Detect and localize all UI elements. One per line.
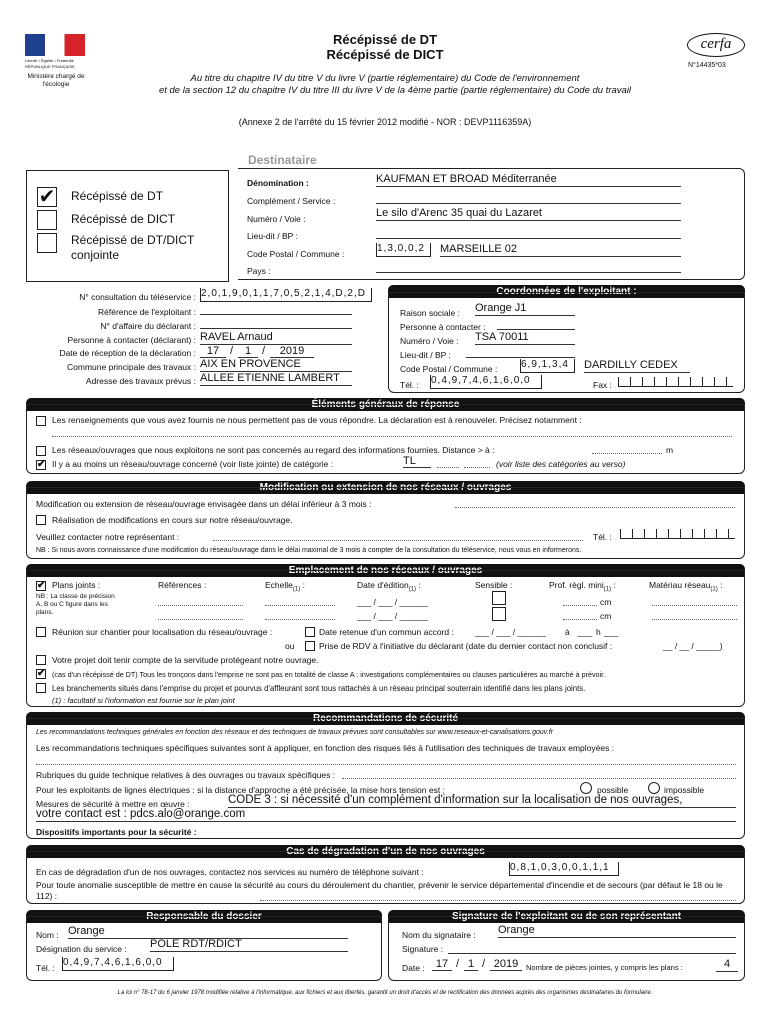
label-dt: Récépissé de DT	[71, 189, 164, 203]
legal-subtitle-2: et de la section 12 du chapitre IV du titre III du livre V de la 4ème partie (partie réglementaire) du Code du travail	[158, 85, 632, 96]
profondeur-label: Prof. règl. mini$_{(1)}$ :	[549, 580, 616, 593]
complement-label: Complément / Service :	[247, 196, 336, 206]
raison-sociale-field[interactable]: Orange J1	[475, 302, 575, 316]
security-general-label: Les recommandations techniques générales en fonction des réseaux et des techniques de travaux prévues sont consultables sur www.reseaux-et-canalisations.gouv.fr	[36, 729, 553, 736]
branchements-label: Les branchements situés dans l'emprise du projet et pourvus d'affleurant sont tous rattachés à un réseau principal souterrain identifié dans les plans joints.	[52, 684, 586, 693]
denomination-label: Dénomination :	[247, 178, 309, 188]
security-specific-label: Les recommandations techniques spécifiques suivantes sont à appliquer, en fonction des risques liés à l'utilisation des techniques de travaux employées :	[36, 743, 615, 753]
service-label: Désignation du service :	[36, 944, 127, 954]
exploitant-voie-field[interactable]: TSA 70011	[475, 331, 575, 345]
reception-date-label: Date de réception de la déclaration :	[59, 348, 196, 358]
exploitant-voie-label: Numéro / Voie :	[400, 336, 459, 346]
echelle-field-1[interactable]	[265, 605, 335, 606]
category-note: (voir liste des catégories au verso)	[496, 459, 626, 469]
checkbox-dt-dict[interactable]	[37, 233, 57, 253]
voie-label: Numéro / Voie :	[247, 214, 306, 224]
contact-field[interactable]: RAVEL Arnaud	[200, 331, 352, 345]
label-conjointe: conjointe	[71, 248, 120, 262]
distance-unit: m	[666, 445, 674, 455]
label-dict: Récépissé de DICT	[71, 212, 176, 226]
category-field-2[interactable]	[437, 467, 459, 468]
materiau-field-1[interactable]	[652, 605, 737, 606]
signature-title: Signature de l'exploitant ou de son représentant	[388, 910, 745, 923]
cp-label: Code Postal / Commune :	[247, 249, 345, 259]
heure-field[interactable]: ___	[578, 627, 593, 637]
radio-impossible[interactable]	[648, 782, 660, 794]
category-field-3[interactable]	[464, 467, 490, 468]
attachments-field[interactable]: 4	[716, 958, 738, 972]
lieudit-label: Lieu-dit / BP :	[247, 231, 298, 241]
rdv-date-field[interactable]: __ / __ / _____)	[663, 641, 723, 651]
not-concerned-label: Les réseaux/ouvrages que nous exploitons ne sont pas concernés au regard des informations fournies. Distance > à :	[52, 445, 495, 455]
exploitant-lieudit-label: Lieu-dit / BP :	[400, 350, 451, 360]
mesures-label: Mesures de sécurité à mettre en œuvre :	[36, 799, 190, 809]
consultation-field[interactable]: 2,0,1,9,0,1,1,7,0,5,2,1,4,D,2,D	[200, 288, 372, 302]
signature-field[interactable]	[448, 944, 736, 954]
exploitant-tel-label: Tél. :	[400, 380, 419, 390]
mesures-field-1[interactable]: CODE 3 : si nécessité d'un complément d'information sur la localisation de nos ouvrages,	[228, 794, 736, 808]
checkbox-rdv[interactable]	[305, 641, 315, 651]
plans-label: Plans joints :	[52, 580, 101, 590]
exploitant-fax-label: Fax :	[593, 380, 612, 390]
signature-date-field[interactable]: 17 / 1 / 2019	[432, 958, 524, 972]
responsible-name-field[interactable]: Orange	[68, 925, 348, 939]
affaire-label: N° d'affaire du déclarant :	[100, 321, 196, 331]
checkbox-branchements[interactable]	[36, 683, 46, 693]
sensible-checkbox-2[interactable]	[492, 607, 506, 621]
denomination-field[interactable]: KAUFMAN ET BROAD Méditerranée	[376, 173, 681, 187]
service-field[interactable]: POLE RDT/RDICT	[150, 938, 348, 952]
category-field[interactable]: TL	[403, 455, 431, 468]
rdv-label: Prise de RDV à l'initiative du déclarant (date du dernier contact non conclusif :	[319, 641, 613, 651]
representative-field[interactable]	[213, 540, 583, 541]
legal-footer: La loi n° 78-17 du 6 janvier 1978 modifiée relative à l'informatique, aux fichiers et aux libertés, garantit un droit d'accès et de rectification des données auprès des organismes destinataires du formulaire.	[117, 990, 653, 996]
adresse-travaux-field[interactable]: ALLEE ETIENNE LAMBERT	[200, 372, 352, 386]
form-title-dict: Récépissé de DICT	[326, 47, 444, 62]
reference-field-1[interactable]	[158, 605, 243, 606]
checkbox-dt[interactable]: ✔	[38, 186, 56, 208]
checkbox-dict[interactable]	[37, 210, 57, 230]
signatory-label: Nom du signataire :	[402, 930, 476, 940]
date-retenue-field[interactable]: ___ / ___ / ______	[475, 627, 546, 637]
modification-title: Modification ou extension de nos réseaux / ouvrages	[26, 481, 745, 494]
exploitant-tel-field[interactable]: 0,4,9,7,4,6,1,6,0,0	[430, 375, 542, 389]
commune-field[interactable]: MARSEILLE 02	[440, 243, 681, 257]
insufficient-label: Les renseignements que vous avez fournis ne nous permettent pas de vous répondre. La déclaration est à renouveler. Précisez notamment :	[52, 415, 582, 425]
ref-exploitant-label: Référence de l'exploitant :	[97, 307, 196, 317]
anomaly-field[interactable]	[260, 900, 736, 901]
adresse-travaux-label: Adresse des travaux prévus :	[85, 376, 196, 386]
sensible-label: Sensible :	[475, 580, 513, 590]
exploitant-contact-label: Personne à contacter :	[400, 322, 486, 332]
ministry-label: Ministère chargé de l'écologie	[27, 73, 85, 88]
checkbox-servitude[interactable]	[36, 655, 46, 665]
general-title: Éléments généraux de réponse	[26, 398, 745, 411]
complement-field[interactable]	[376, 193, 681, 204]
profondeur-field-1[interactable]	[563, 605, 597, 606]
date-edition-label: Date d'édition$_{(1)}$ :	[357, 580, 421, 593]
attachments-label: Nombre de pièces jointes, y compris les plans :	[526, 963, 683, 972]
responsible-title: Responsable du dossier	[26, 910, 382, 923]
checkbox-reunion[interactable]	[36, 627, 46, 637]
cerfa-logo: cerfa	[687, 33, 745, 57]
contact-label: Personne à contacter (déclarant) :	[67, 335, 196, 345]
insufficient-line[interactable]	[52, 436, 732, 437]
pays-field[interactable]	[376, 262, 681, 273]
references-label: Références :	[158, 580, 207, 590]
cp-field[interactable]: 1,3,0,0,2	[376, 243, 431, 257]
modification-nb: NB : Si nous avons connaissance d'une modification du réseau/ouvrage dans le délai maximal de 3 mois à compter de la consultation du téléservice, nous vous en informerons.	[36, 547, 582, 554]
cm-unit-1: cm	[600, 597, 612, 607]
signatory-field[interactable]: Orange	[498, 924, 736, 938]
dispositifs-label: Dispositifs importants pour la sécurité :	[36, 827, 197, 837]
receipt-type-box	[26, 170, 229, 282]
date-edition-field-1[interactable]: ___ / ___ / ______	[357, 597, 428, 607]
profondeur-field-2[interactable]	[563, 619, 597, 620]
responsible-tel-field[interactable]: 0,4,9,7,4,6,1,6,0,0	[62, 957, 174, 971]
mesures-field-2[interactable]: votre contact est : pdcs.alo@orange.com	[36, 808, 736, 822]
classe-a-label: (cas d'un récépissé de DT) Tous les tronçons dans l'emprise ne sont pas en totalité de classe A : investigations complémentaires ou clauses particulières au marché à prévoir.	[52, 670, 606, 679]
checkbox-modification-ongoing[interactable]	[36, 515, 46, 525]
lieudit-field[interactable]	[376, 228, 681, 239]
exploitant-lieudit-field[interactable]	[466, 348, 575, 358]
cerfa-number: N°14435*03	[688, 62, 726, 69]
pays-label: Pays :	[247, 266, 271, 276]
destinataire-heading: Destinataire	[248, 153, 317, 167]
consultation-label: N° consultation du téléservice :	[79, 292, 196, 302]
h-label: h	[596, 627, 601, 637]
materiau-field-2[interactable]	[652, 619, 737, 620]
signature-date-label: Date :	[402, 963, 425, 973]
coordonnees-title: Coordonnées de l'exploitant :	[388, 285, 745, 298]
exploitant-cp-field[interactable]: 6,9,1,3,4	[520, 359, 575, 373]
representative-tel-label: Tél. :	[593, 532, 612, 542]
possible-label: possible	[597, 785, 629, 795]
form-title-dt: Récépissé de DT	[332, 32, 438, 47]
echelle-label: Echelle$_{(1)}$ :	[265, 580, 305, 593]
exploitant-contact-field[interactable]	[497, 320, 575, 330]
a-label: à	[565, 627, 570, 637]
modification-delay-label: Modification ou extension de réseau/ouvrage envisagée dans un délai inférieur à 3 mois :	[36, 499, 372, 509]
annex-reference: (Annexe 2 de l'arrêté du 15 février 2012 modifié - NOR : DEVP1116359A)	[238, 117, 532, 127]
label-dt-dict: Récépissé de DT/DICT	[71, 233, 195, 247]
concerned-label: Il y a au moins un réseau/ouvrage concerné (voir liste jointe) de catégorie :	[52, 459, 334, 469]
cm-unit-2: cm	[600, 611, 612, 621]
responsible-name-label: Nom :	[36, 930, 59, 940]
impossible-label: impossible	[664, 785, 705, 795]
exploitant-cp-label: Code Postal / Commune :	[400, 364, 498, 374]
checkbox-date-retenue[interactable]	[305, 627, 315, 637]
legal-subtitle-1: Au titre du chapitre IV du titre V du livre V (partie réglementaire) du Code de l'environnement	[190, 73, 580, 84]
distance-field[interactable]	[592, 453, 662, 454]
representative-label: Veuillez contacter notre représentant :	[36, 532, 180, 542]
signature-label: Signature :	[402, 944, 444, 954]
checkbox-plans[interactable]: ✔	[37, 580, 46, 591]
commune-travaux-field[interactable]: AIX EN PROVENCE	[200, 358, 352, 372]
checkbox-not-concerned[interactable]	[36, 446, 46, 456]
sensible-checkbox-1[interactable]	[492, 591, 506, 605]
servitude-label: Votre projet doit tenir compte de la servitude protégeant notre ouvrage.	[52, 655, 319, 665]
security-specific-line[interactable]	[36, 764, 736, 765]
raison-sociale-label: Raison sociale :	[400, 308, 461, 318]
date-retenue-label: Date retenue d'un commun accord :	[319, 627, 454, 637]
checkbox-concerned[interactable]: ✔	[37, 459, 46, 470]
facultatif-note: (1) : facultatif si l'information est fournie sur le plan joint	[52, 696, 235, 705]
affaire-field[interactable]	[200, 319, 352, 329]
checkbox-insufficient[interactable]	[36, 416, 46, 426]
radio-possible[interactable]	[580, 782, 592, 794]
ou-label: ou	[285, 641, 295, 651]
exploitant-commune-field[interactable]: DARDILLY CEDEX	[584, 359, 690, 373]
location-title: Emplacement de nos réseaux / ouvrages	[26, 564, 745, 577]
responsible-tel-label: Tél. :	[36, 963, 55, 973]
modification-delay-field[interactable]	[455, 507, 735, 508]
materiau-label: Matériau réseau$_{(1)}$ :	[649, 580, 723, 593]
reunion-label: Réunion sur chantier pour localisation du réseau/ouvrage :	[52, 627, 273, 637]
commune-travaux-label: Commune principale des travaux :	[67, 362, 196, 372]
precision-note: NB : La classe de précision A, B ou C figure dans les plans.	[36, 593, 115, 616]
guide-label: Rubriques du guide technique relatives à des ouvrages ou travaux spécifiques :	[36, 770, 336, 780]
reference-field-2[interactable]	[158, 619, 243, 620]
anomaly-label: Pour toute anomalie susceptible de mettre en cause la sécurité au cours du déroulement du chantier, prévenir le service départemental d'incendie et de secours (par défaut le 18 ou le 112) :	[36, 880, 723, 901]
date-edition-field-2[interactable]: ___ / ___ / ______	[357, 611, 428, 621]
modification-ongoing-label: Réalisation de modifications en cours sur notre réseau/ouvrage.	[52, 515, 293, 525]
reception-date-field[interactable]: 17 / 1 / 2019	[200, 345, 360, 359]
exploitant-fax-field[interactable]	[618, 377, 733, 387]
checkbox-classe-a[interactable]: ✔	[37, 668, 46, 679]
guide-field[interactable]	[342, 778, 736, 779]
representative-tel-field[interactable]	[620, 529, 735, 539]
electric-label: Pour les exploitants de lignes électriques : si la distance d'approche a été précisée, la mise hors tension est :	[36, 785, 445, 795]
minute-field[interactable]: ___	[604, 627, 619, 637]
damage-phone-field[interactable]: 0,8,1,0,3,0,0,1,1,1	[509, 862, 619, 876]
damage-title: Cas de dégradation d'un de nos ouvrages	[26, 845, 745, 858]
security-title: Recommandations de sécurité	[26, 712, 745, 725]
republic-text: Liberté • Égalité • Fraternité RÉPUBLIQUE FRANÇAISE	[25, 58, 75, 69]
ref-exploitant-field[interactable]	[200, 305, 352, 315]
voie-field[interactable]: Le silo d'Arenc 35 quai du Lazaret	[376, 207, 681, 221]
echelle-field-2[interactable]	[265, 619, 335, 620]
damage-phone-label: En cas de dégradation d'un de nos ouvrages, contactez nos services au numéro de téléphone suivant :	[36, 867, 424, 877]
